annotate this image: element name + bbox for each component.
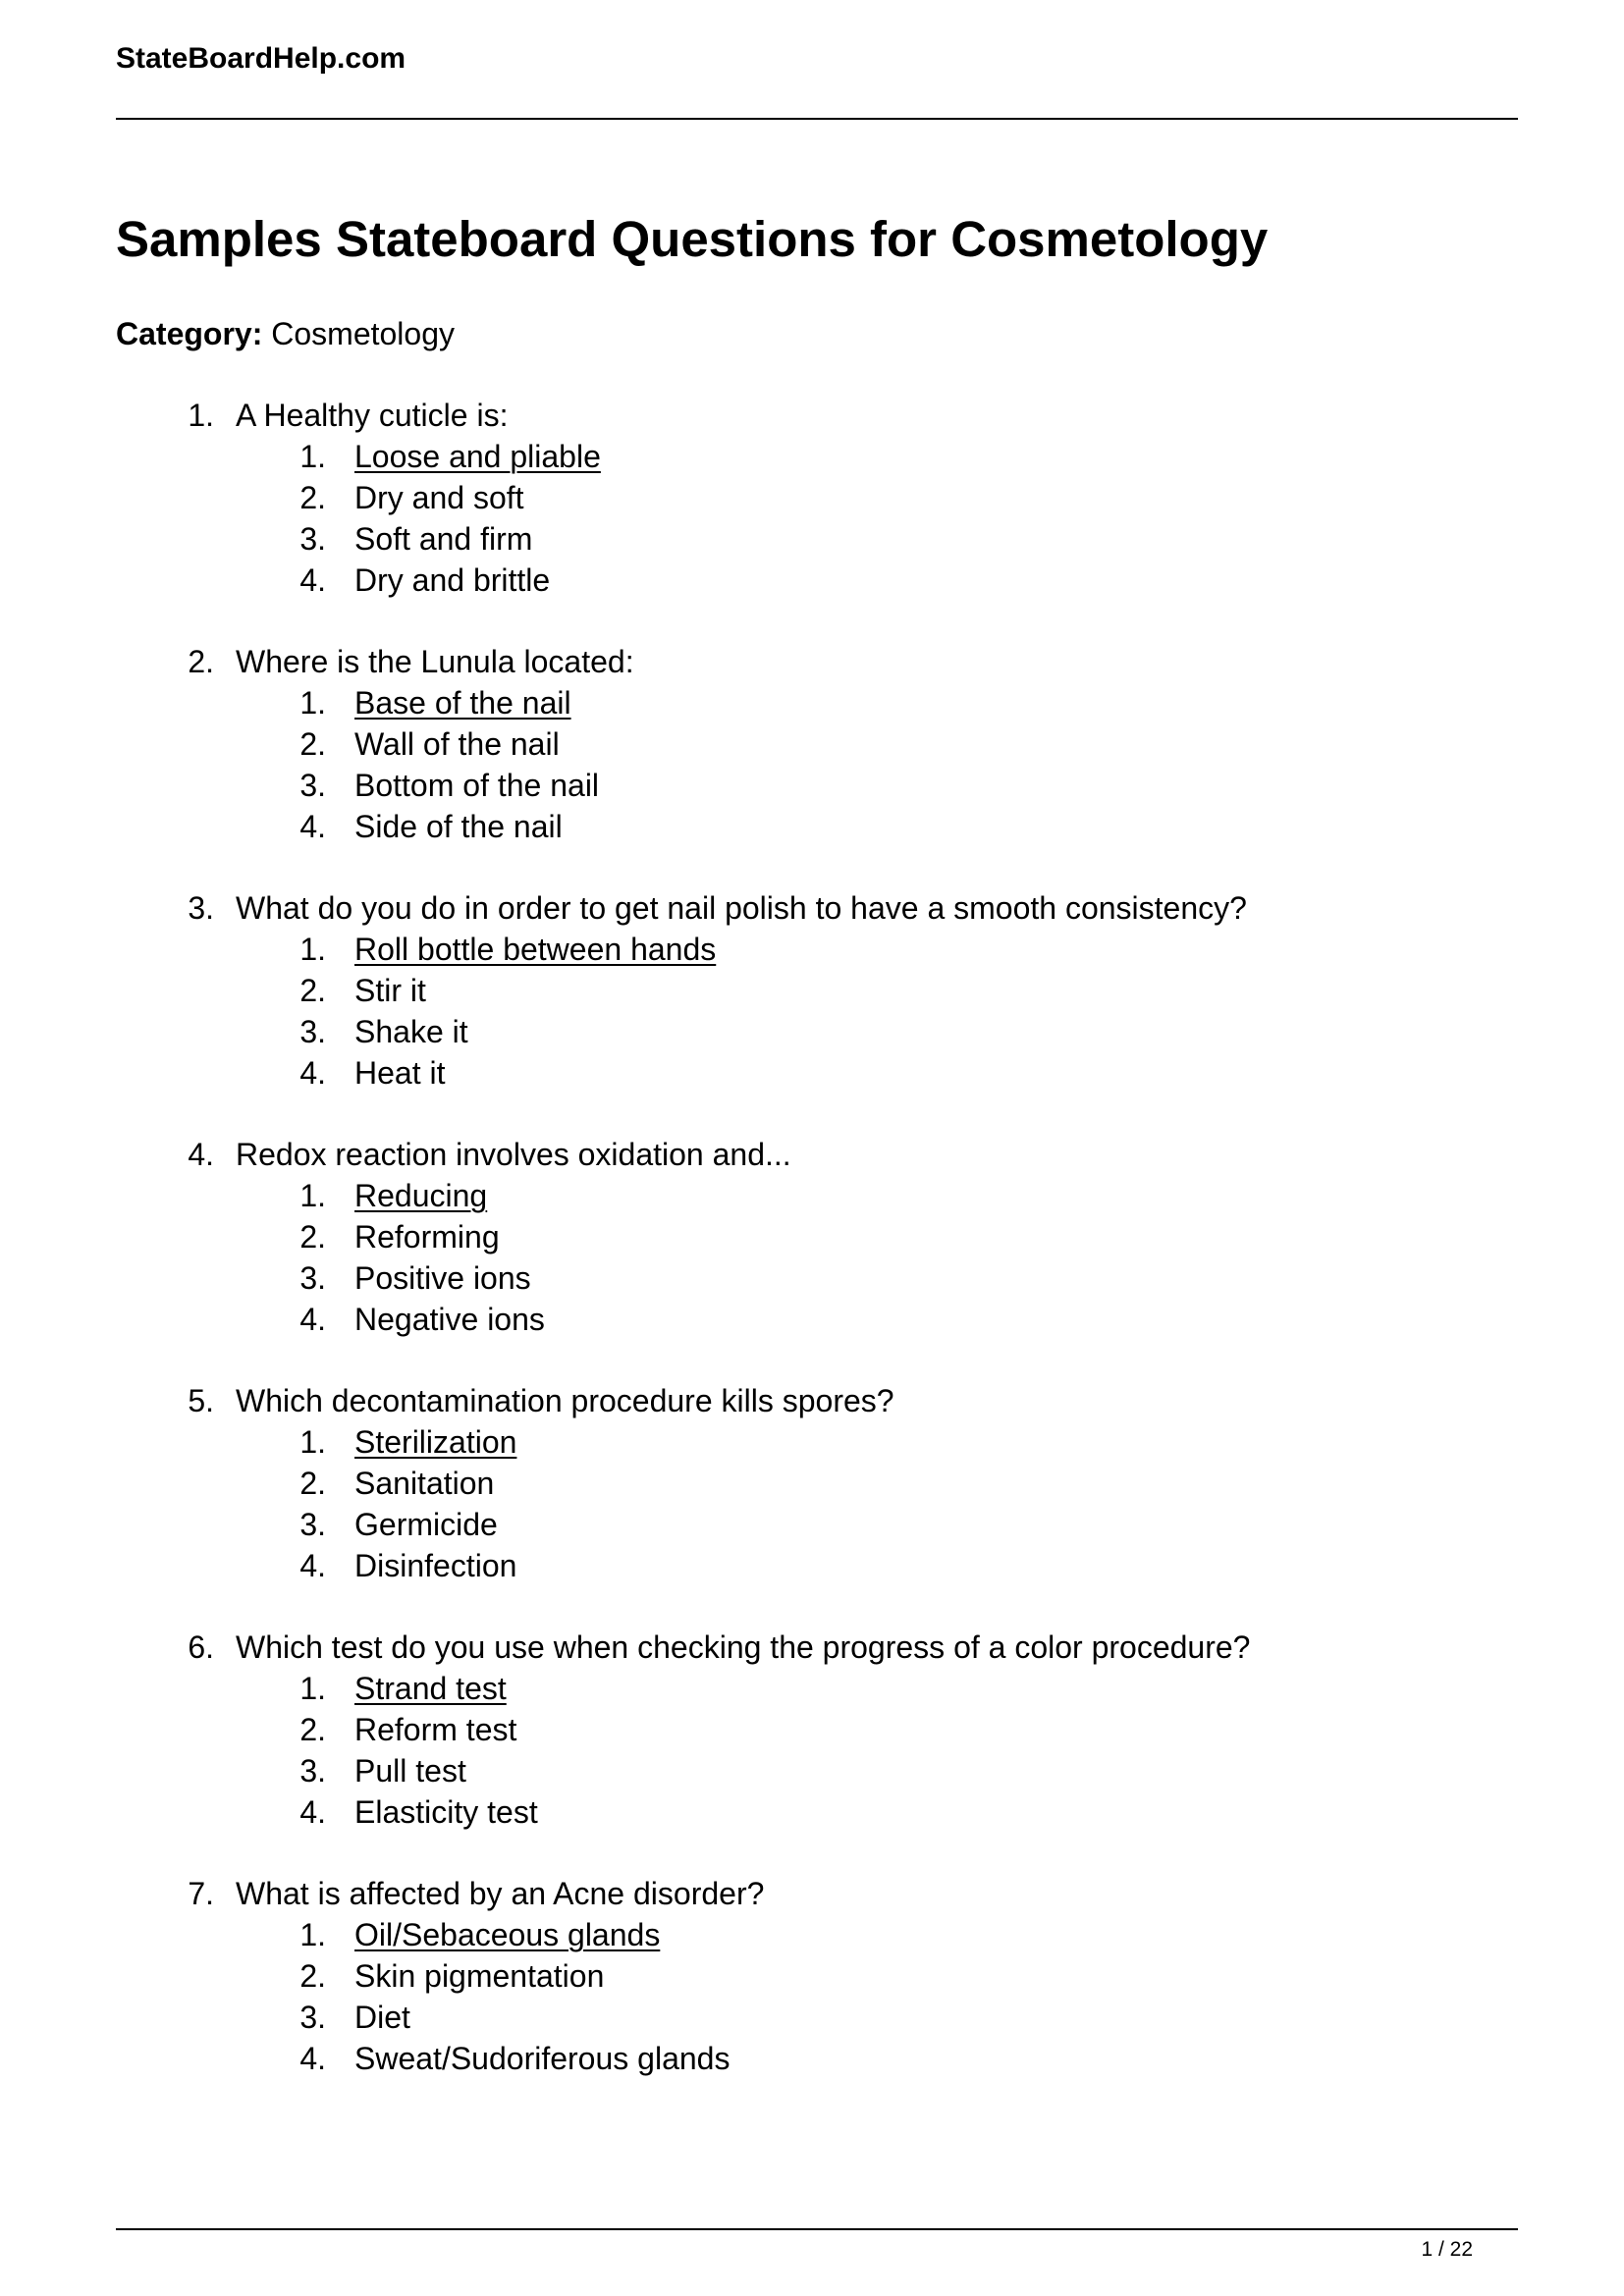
answer-option xyxy=(0,560,1624,601)
option-number: 2. xyxy=(299,973,326,1008)
answer-option xyxy=(0,970,1624,1011)
answer-option-correct xyxy=(0,929,1624,970)
answer-option-correct xyxy=(0,682,1624,723)
option-text: Dry and soft xyxy=(354,480,524,515)
option-text: Bottom of the nail xyxy=(354,768,600,803)
option-number: 2. xyxy=(299,480,326,515)
option-text: Sterilization xyxy=(354,1424,517,1460)
question-number: 3. xyxy=(188,890,214,926)
option-text: Positive ions xyxy=(354,1260,531,1296)
option-number: 2. xyxy=(299,1466,326,1501)
option-text: Disinfection xyxy=(354,1548,517,1583)
question-item xyxy=(0,1380,1624,1627)
option-text: Roll bottle between hands xyxy=(354,932,717,967)
answer-option xyxy=(0,806,1624,847)
option-text: Skin pigmentation xyxy=(354,1958,605,1994)
question-number: 1. xyxy=(188,398,214,433)
option-text: Stir it xyxy=(354,973,426,1008)
option-text: Negative ions xyxy=(354,1302,545,1337)
option-number: 1. xyxy=(299,1424,326,1460)
answer-option xyxy=(0,1545,1624,1586)
option-text: Strand test xyxy=(354,1671,507,1706)
answer-option-correct xyxy=(0,1175,1624,1216)
question-text: Redox reaction involves oxidation and... xyxy=(236,1137,791,1172)
answer-option xyxy=(0,765,1624,806)
option-number: 4. xyxy=(299,2041,326,2076)
question-number: 5. xyxy=(188,1383,214,1418)
answer-option xyxy=(0,1052,1624,1094)
option-text: Soft and firm xyxy=(354,521,533,557)
answer-option xyxy=(0,723,1624,765)
option-text: Heat it xyxy=(354,1055,446,1091)
option-number: 2. xyxy=(299,726,326,762)
option-text: Side of the nail xyxy=(354,809,563,844)
answer-option-list xyxy=(0,436,1624,601)
question-item xyxy=(0,1627,1624,1873)
option-text: Loose and pliable xyxy=(354,439,601,474)
option-text: Reforming xyxy=(354,1219,500,1255)
answer-option-list xyxy=(0,1421,1624,1586)
answer-option xyxy=(0,1504,1624,1545)
option-text: Germicide xyxy=(354,1507,498,1542)
answer-option xyxy=(0,1955,1624,1997)
answer-option xyxy=(0,1299,1624,1340)
option-number: 4. xyxy=(299,562,326,598)
option-text: Diet xyxy=(354,2000,410,2035)
option-number: 3. xyxy=(299,2000,326,2035)
option-number: 4. xyxy=(299,1794,326,1830)
answer-option xyxy=(0,2038,1624,2079)
question-text: Which test do you use when checking the progress of a color procedure? xyxy=(236,1629,1251,1665)
option-number: 4. xyxy=(299,1055,326,1091)
option-text: Base of the nail xyxy=(354,685,571,721)
question-item xyxy=(0,395,1624,641)
option-text: Sanitation xyxy=(354,1466,495,1501)
option-number: 3. xyxy=(299,1014,326,1049)
answer-option xyxy=(0,1011,1624,1052)
option-number: 4. xyxy=(299,1548,326,1583)
answer-option xyxy=(0,1750,1624,1791)
answer-option-list xyxy=(0,682,1624,847)
option-text: Oil/Sebaceous glands xyxy=(354,1917,661,1952)
question-number: 7. xyxy=(188,1876,214,1911)
question-item xyxy=(0,641,1624,887)
question-number: 4. xyxy=(188,1137,214,1172)
option-number: 2. xyxy=(299,1712,326,1747)
question-item xyxy=(0,1134,1624,1380)
question-number: 6. xyxy=(188,1629,214,1665)
category-line xyxy=(116,312,455,355)
answer-option-list xyxy=(0,929,1624,1094)
option-text: Reform test xyxy=(354,1712,517,1747)
option-number: 1. xyxy=(299,1671,326,1706)
answer-option xyxy=(0,1997,1624,2038)
option-text: Sweat/Sudoriferous glands xyxy=(354,2041,731,2076)
question-text: What do you do in order to get nail polish to have a smooth consistency? xyxy=(236,890,1247,926)
footer-divider xyxy=(116,2228,1518,2230)
answer-option-correct xyxy=(0,1421,1624,1463)
option-text: Dry and brittle xyxy=(354,562,551,598)
answer-option xyxy=(0,1709,1624,1750)
question-text: A Healthy cuticle is: xyxy=(236,398,509,433)
option-number: 1. xyxy=(299,1917,326,1952)
option-number: 1. xyxy=(299,932,326,967)
answer-option xyxy=(0,477,1624,518)
option-number: 3. xyxy=(299,1507,326,1542)
option-number: 1. xyxy=(299,439,326,474)
page-number: 1 / 22 xyxy=(1421,2238,1473,2261)
option-text: Reducing xyxy=(354,1178,488,1213)
option-number: 3. xyxy=(299,521,326,557)
question-number: 2. xyxy=(188,644,214,679)
page-title: Samples Stateboard Questions for Cosmetology xyxy=(116,211,1269,267)
option-number: 2. xyxy=(299,1219,326,1255)
header-divider xyxy=(116,118,1518,120)
question-item xyxy=(0,887,1624,1134)
option-text: Wall of the nail xyxy=(354,726,560,762)
question-text: What is affected by an Acne disorder? xyxy=(236,1876,765,1911)
option-number: 4. xyxy=(299,1302,326,1337)
question-item xyxy=(0,1873,1624,2119)
answer-option-correct xyxy=(0,1668,1624,1709)
option-text: Pull test xyxy=(354,1753,466,1789)
answer-option-correct xyxy=(0,1914,1624,1955)
answer-option xyxy=(0,1257,1624,1299)
answer-option xyxy=(0,1791,1624,1833)
option-number: 1. xyxy=(299,685,326,721)
category-label: Category: xyxy=(116,316,263,351)
option-number: 3. xyxy=(299,768,326,803)
option-number: 1. xyxy=(299,1178,326,1213)
option-number: 4. xyxy=(299,809,326,844)
question-list xyxy=(0,395,1624,2119)
site-name: StateBoardHelp.com xyxy=(116,42,406,75)
question-text: Where is the Lunula located: xyxy=(236,644,634,679)
answer-option-list xyxy=(0,1914,1624,2079)
answer-option-list xyxy=(0,1175,1624,1340)
option-text: Elasticity test xyxy=(354,1794,538,1830)
option-number: 2. xyxy=(299,1958,326,1994)
answer-option xyxy=(0,1463,1624,1504)
question-text: Which decontamination procedure kills spores? xyxy=(236,1383,894,1418)
category-value: Cosmetology xyxy=(262,316,455,351)
answer-option xyxy=(0,518,1624,560)
answer-option-correct xyxy=(0,436,1624,477)
answer-option-list xyxy=(0,1668,1624,1833)
answer-option xyxy=(0,1216,1624,1257)
option-number: 3. xyxy=(299,1260,326,1296)
option-text: Shake it xyxy=(354,1014,468,1049)
option-number: 3. xyxy=(299,1753,326,1789)
